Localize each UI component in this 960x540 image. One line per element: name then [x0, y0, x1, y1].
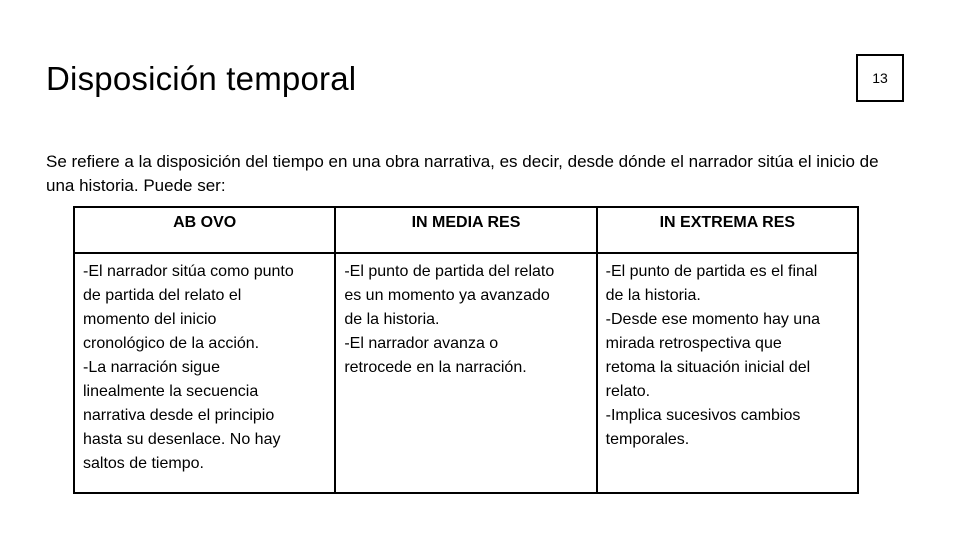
cell-ab-ovo — [74, 253, 335, 493]
cell-text-line: de la historia. — [344, 311, 440, 328]
header-in-media-res: IN MEDIA RES — [335, 207, 596, 253]
cell-text-line: retoma la situación inicial del — [605, 359, 811, 376]
cell-text-line: linealmente la secuencia — [83, 383, 259, 400]
cell-text-line: -El narrador avanza o — [344, 335, 499, 352]
cell-text-line: retrocede en la narración. — [344, 359, 527, 376]
cell-text-line: -Desde ese momento hay una — [605, 311, 820, 328]
cell-text-line: saltos de tiempo. — [83, 455, 204, 472]
temporal-disposition-table — [73, 206, 859, 494]
cell-text-line: temporales. — [605, 431, 690, 448]
intro-text: Se refiere a la disposición del tiempo en una obra narrativa, es decir, desde dónde el narrador sitúa el inicio de una historia. Puede ser: — [46, 152, 879, 195]
table-header-row — [74, 207, 858, 253]
cell-text-line: es un momento ya avanzado — [344, 287, 550, 304]
cell-text-line: mirada retrospectiva que — [605, 335, 782, 352]
cell-text-line: de partida del relato el — [83, 287, 242, 304]
header-in-extrema-res: IN EXTREMA RES — [597, 207, 858, 253]
cell-text-line: -El punto de partida del relato — [344, 263, 555, 280]
cell-text-line: narrativa desde el principio — [83, 407, 275, 424]
cell-text-line: -Implica sucesivos cambios — [605, 407, 801, 424]
cell-text-line: momento del inicio — [83, 311, 217, 328]
cell-text-line: de la historia. — [605, 287, 701, 304]
cell-text-line: -La narración sigue — [83, 359, 220, 376]
header-ab-ovo: AB OVO — [74, 207, 335, 253]
cell-text-line: cronológico de la acción. — [83, 335, 260, 352]
cell-text-line: -El punto de partida es el final — [605, 263, 818, 280]
page-number-box — [856, 54, 904, 102]
cell-in-media-res — [335, 253, 596, 493]
page-number: 13 — [872, 70, 888, 86]
cell-in-extrema-res — [597, 253, 858, 493]
table-row — [74, 253, 858, 493]
slide-title: Disposición temporal — [46, 60, 357, 97]
cell-text-line: relato. — [605, 383, 651, 400]
cell-text-line: hasta su desenlace. No hay — [83, 431, 281, 448]
cell-text-line: -El narrador sitúa como punto — [83, 263, 294, 280]
